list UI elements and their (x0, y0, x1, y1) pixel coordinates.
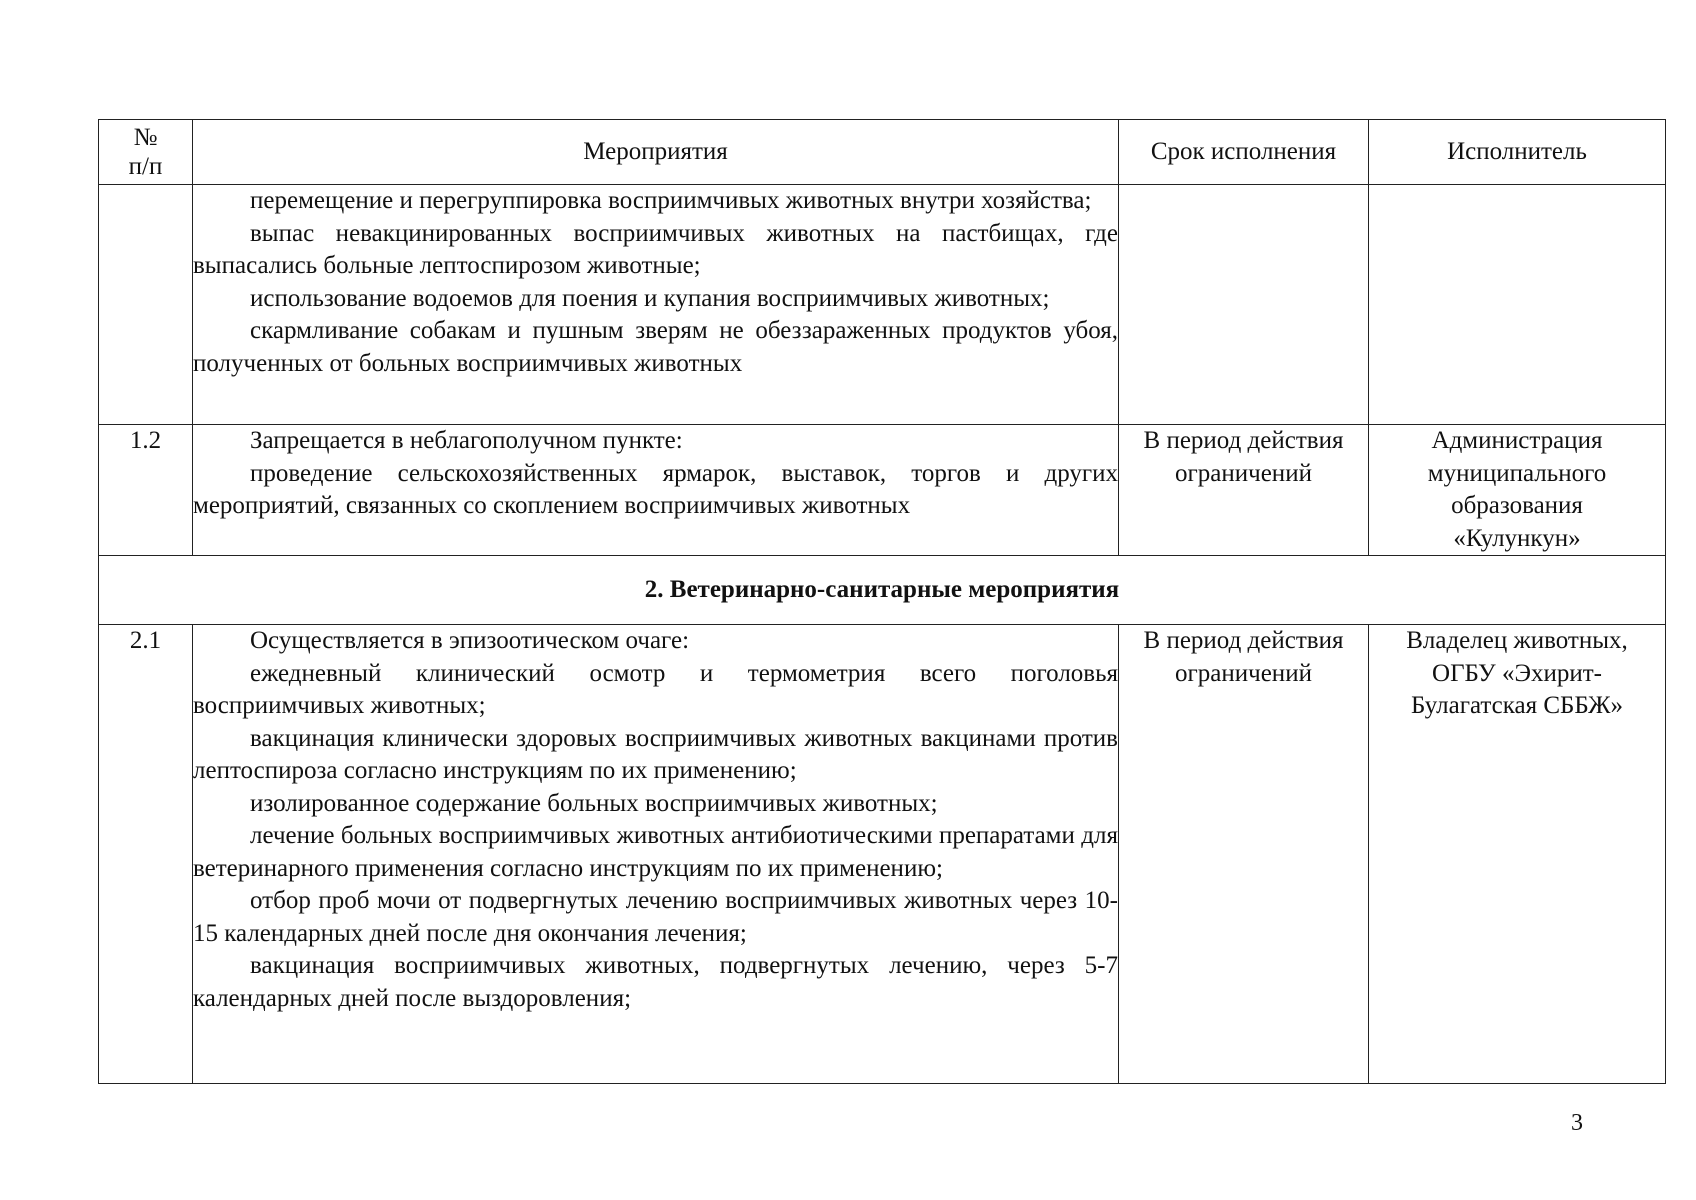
table-row (99, 425, 1666, 556)
executor-line: образования (1451, 492, 1583, 519)
measures-table (98, 119, 1666, 1084)
activity-paragraph: Запрещается в неблагополучном пункте: (250, 427, 683, 454)
activity-paragraph: ежедневный клинический осмотр и термометрия всего поголовья восприимчивых животных; (193, 659, 1118, 719)
header-executor: Исполнитель (1369, 120, 1666, 185)
term-line: В период действия (1143, 627, 1344, 654)
activity-paragraph: вакцинация восприимчивых животных, подвергнутых лечению, через 5-7 календарных дней после выздоровления; (193, 952, 1118, 1012)
header-num-line: п/п (128, 153, 163, 180)
header-num (99, 120, 193, 185)
activity-paragraph: Осуществляется в эпизоотическом очаге: (250, 627, 690, 654)
row-term (1119, 185, 1369, 425)
executor-line: «Кулункун» (1453, 524, 1581, 552)
activity-paragraph: перемещение и перегруппировка восприимчивых животных внутри хозяйства; (250, 187, 1092, 214)
row-activity (193, 185, 1119, 425)
executor-line: Булагатская СББЖ» (1410, 692, 1623, 719)
row-num: 1.2 (99, 425, 193, 556)
row-num (99, 185, 193, 425)
table-row (99, 185, 1666, 425)
activity-paragraph: отбор проб мочи от подвергнутых лечению восприимчивых животных через 10-15 календарных дней после дня окончания лечения; (193, 887, 1118, 947)
activity-paragraph: использование водоемов для поения и купания восприимчивых животных; (250, 284, 1050, 312)
row-term (1119, 425, 1369, 556)
table-row (99, 625, 1666, 1084)
activity-paragraph: вакцинация клинически здоровых восприимчивых животных вакцинами против лептоспироза согласно инструкциям по их применению; (193, 724, 1118, 784)
row-executor (1369, 625, 1666, 1084)
section-row (99, 556, 1666, 625)
executor-line: муниципального (1427, 459, 1607, 487)
activity-paragraph: выпас невакцинированных восприимчивых животных на пастбищах, где выпасались больные лептоспирозом животные; (193, 219, 1118, 279)
header-activity: Мероприятия (193, 120, 1119, 185)
row-term (1119, 625, 1369, 1084)
activity-paragraph: лечение больных восприимчивых животных антибиотическими препаратами для ветеринарного применения согласно инструкциям по их применению; (193, 822, 1118, 882)
activity-paragraph: проведение сельскохозяйственных ярмарок, выставок, торгов и других мероприятий, связанных со скоплением восприимчивых животных (193, 459, 1118, 519)
term-line: ограничений (1175, 659, 1312, 687)
activity-paragraph: скармливание собакам и пушным зверям не обеззараженных продуктов убоя, полученных от больных восприимчивых животных (193, 317, 1118, 377)
header-num-line: № (133, 124, 158, 151)
row-num: 2.1 (99, 625, 193, 1084)
term-line: В период действия (1143, 427, 1344, 454)
activity-paragraph: изолированное содержание больных восприимчивых животных; (250, 789, 938, 817)
table-header-row (99, 120, 1666, 185)
page-number: 3 (1571, 1110, 1583, 1136)
header-term: Срок исполнения (1119, 120, 1369, 185)
term-line: ограничений (1175, 459, 1312, 487)
executor-line: Владелец животных, (1406, 627, 1628, 654)
executor-line: Администрация (1431, 427, 1603, 454)
row-activity (193, 425, 1119, 556)
section-title: 2. Ветеринарно-санитарные мероприятия (99, 556, 1666, 625)
row-activity (193, 625, 1119, 1084)
executor-line: ОГБУ «Эхирит- (1432, 659, 1602, 687)
row-executor (1369, 425, 1666, 556)
row-executor (1369, 185, 1666, 425)
